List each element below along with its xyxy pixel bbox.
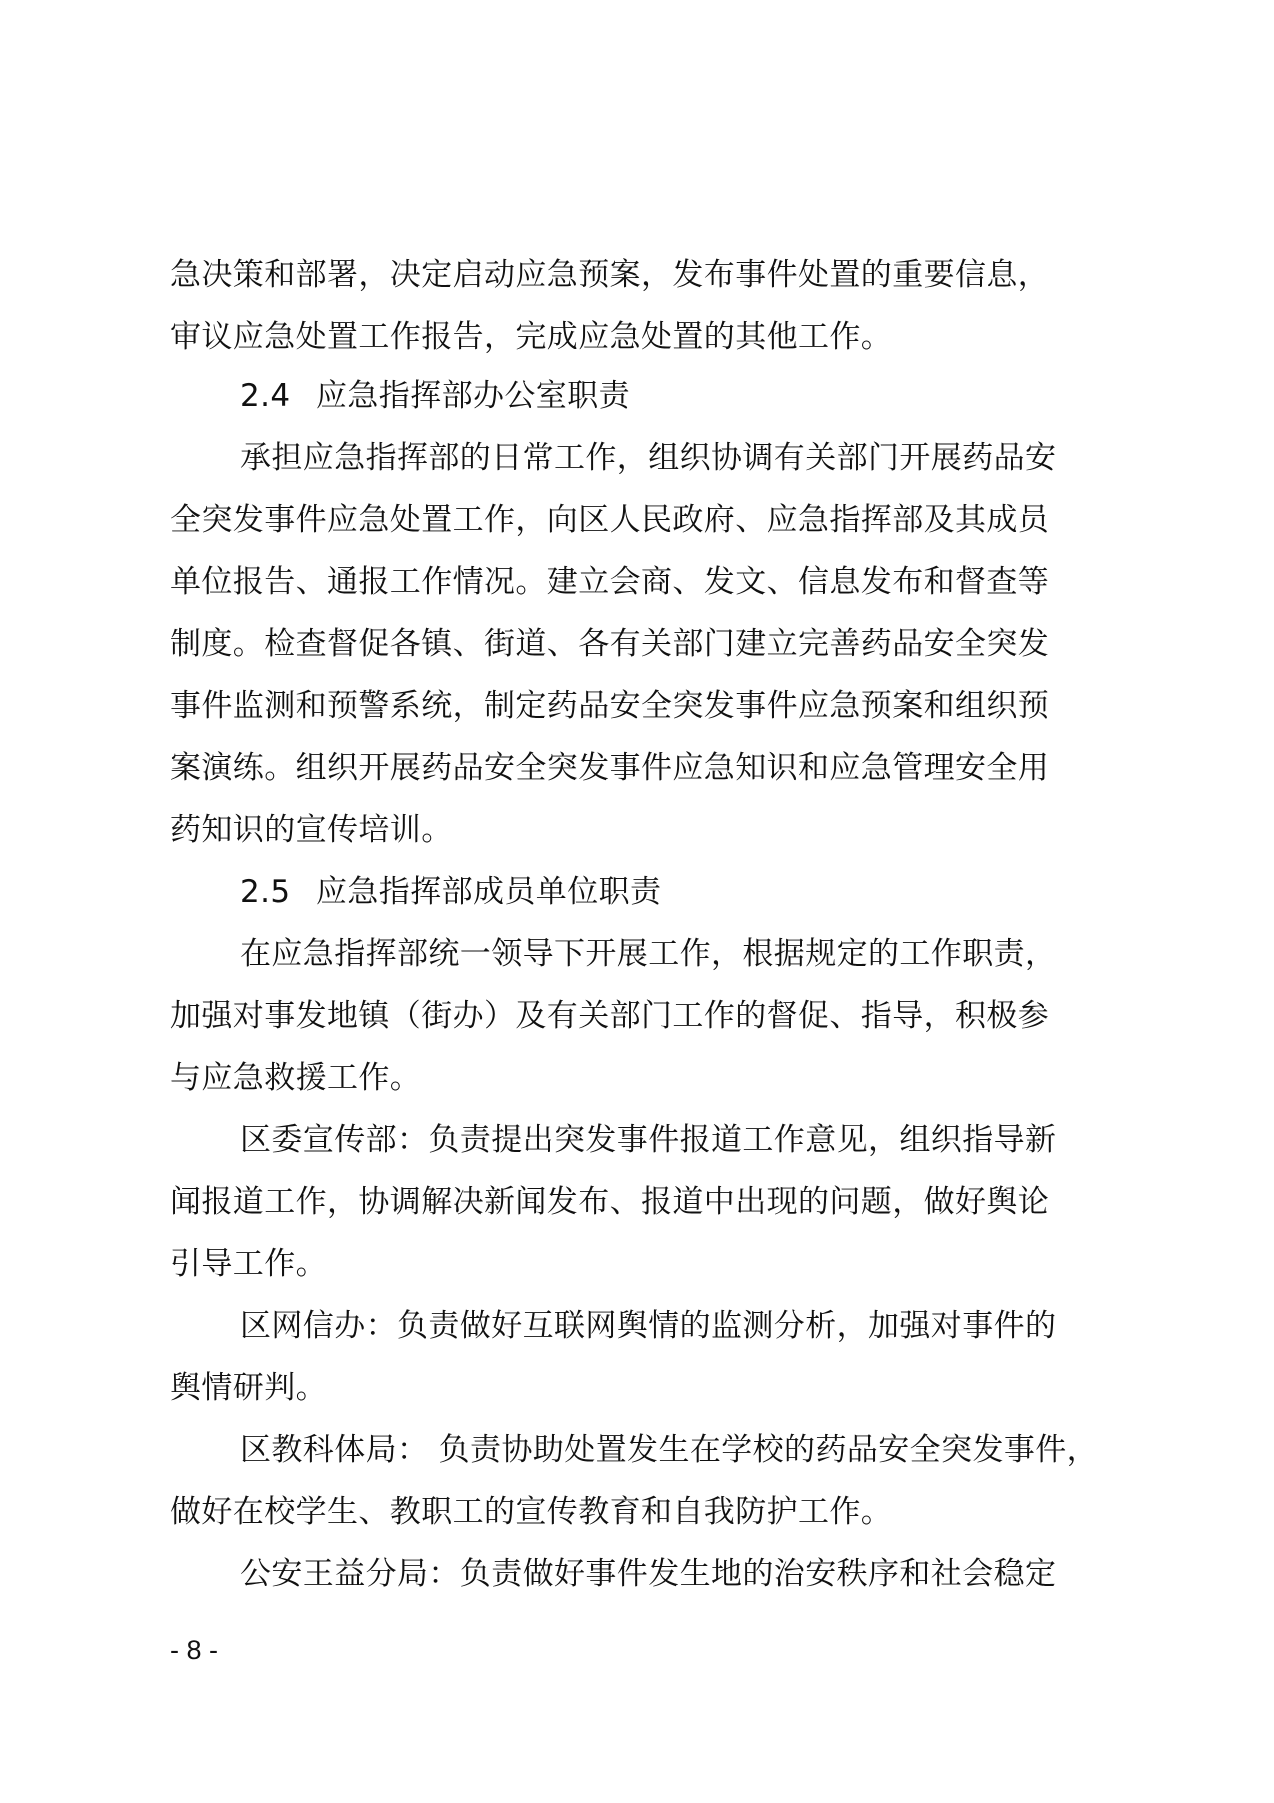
body-line: 急决策和部署，决定启动应急预案，发布事件处置的重要信息， (170, 257, 1050, 293)
body-line: 公安王益分局：负责做好事件发生地的治安秩序和社会稳定 (240, 1556, 1057, 1592)
body-line: 承担应急指挥部的日常工作，组织协调有关部门开展药品安 (240, 440, 1057, 476)
body-line: 闻报道工作，协调解决新闻发布、报道中出现的问题，做好舆论 (170, 1184, 1050, 1220)
body-line: 事件监测和预警系统，制定药品安全突发事件应急预案和组织预 (170, 688, 1050, 724)
body-line: 全突发事件应急处置工作，向区人民政府、应急指挥部及其成员 (170, 502, 1050, 538)
page-number: - 8 - (170, 1635, 219, 1665)
section-number: 2.5 (240, 874, 291, 910)
body-line: 审议应急处置工作报告，完成应急处置的其他工作。 (170, 319, 893, 355)
body-line: 区网信办：负责做好互联网舆情的监测分析，加强对事件的 (240, 1308, 1057, 1344)
body-line: 案演练。组织开展药品安全突发事件应急知识和应急管理安全用 (170, 750, 1050, 786)
body-line: 引导工作。 (170, 1246, 327, 1282)
body-line: 与应急救援工作。 (170, 1060, 422, 1096)
section-heading-2-4 (240, 376, 630, 416)
section-heading-2-5 (240, 872, 661, 912)
body-line: 区教科体局： 负责协助处置发生在学校的药品安全突发事件， (240, 1432, 1099, 1468)
body-line: 做好在校学生、教职工的宣传教育和自我防护工作。 (170, 1494, 893, 1530)
body-line: 舆情研判。 (170, 1370, 327, 1406)
body-line: 在应急指挥部统一领导下开展工作，根据规定的工作职责， (240, 936, 1057, 972)
body-line: 区委宣传部：负责提出突发事件报道工作意见，组织指导新 (240, 1122, 1057, 1158)
body-line: 加强对事发地镇（街办）及有关部门工作的督促、指导，积极参 (170, 998, 1050, 1034)
body-line: 制度。检查督促各镇、街道、各有关部门建立完善药品安全突发 (170, 626, 1050, 662)
body-line: 单位报告、通报工作情况。建立会商、发文、信息发布和督查等 (170, 564, 1050, 600)
section-title: 应急指挥部成员单位职责 (316, 874, 662, 910)
body-line: 药知识的宣传培训。 (170, 812, 453, 848)
section-number: 2.4 (240, 378, 291, 414)
section-title: 应急指挥部办公室职责 (316, 378, 630, 414)
